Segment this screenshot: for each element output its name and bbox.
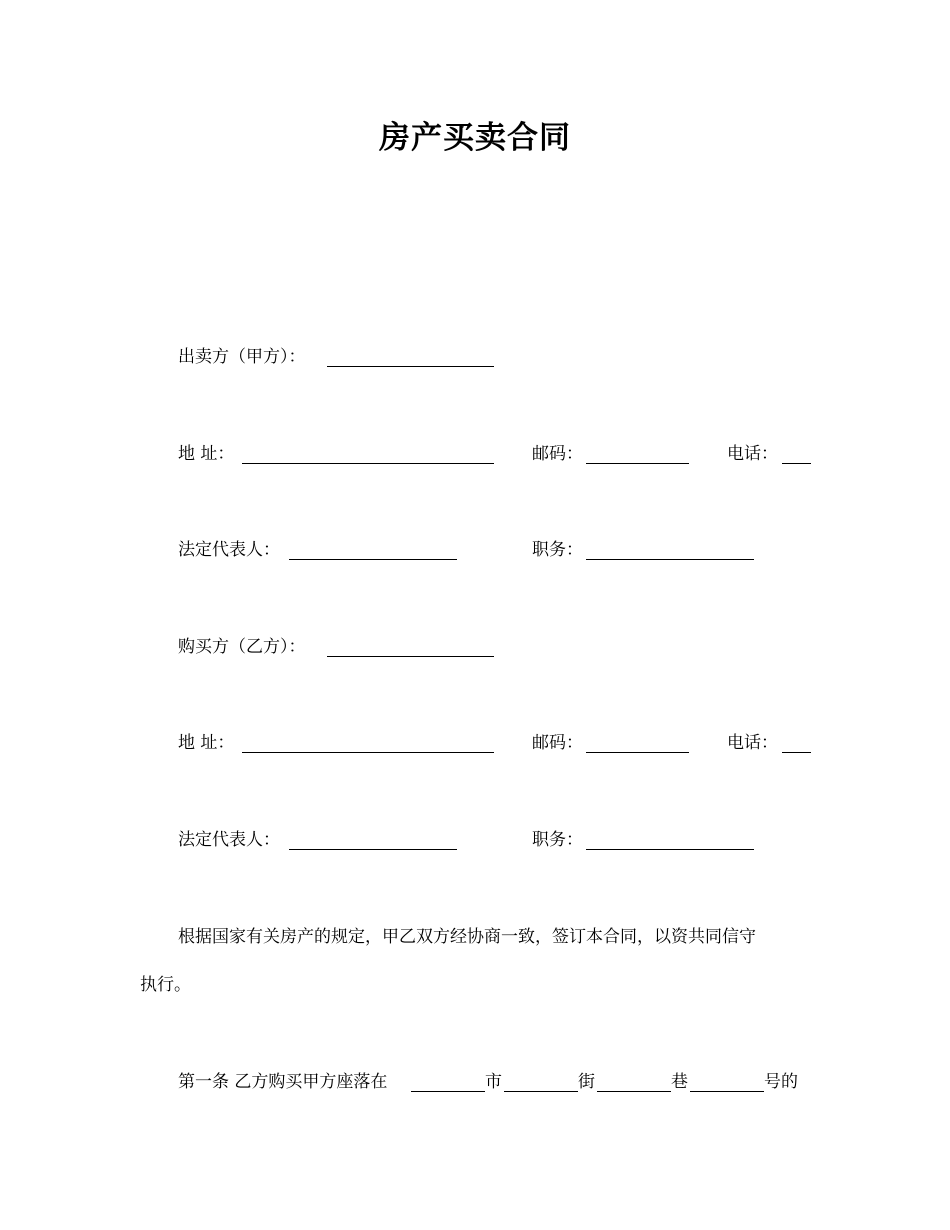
buyer-address-label: 地 址： (178, 733, 235, 753)
buyer-rep-line (178, 829, 778, 851)
buyer-phone-field[interactable] (782, 752, 811, 753)
buyer-position-field[interactable] (586, 849, 754, 850)
buyer-rep-label: 法定代表人： (178, 830, 280, 850)
buyer-position-label: 职务： (532, 830, 583, 850)
buyer-postcode-label: 邮码： (532, 733, 583, 753)
seller-rep-label: 法定代表人： (178, 540, 280, 560)
article-1-city-field[interactable] (411, 1091, 485, 1092)
seller-position-label: 职务： (532, 540, 583, 560)
article-1-lane-label: 巷 (671, 1072, 688, 1092)
preamble-line-1: 根据国家有关房产的规定，甲乙双方经协商一致，签订本合同，以资共同信守 (178, 927, 756, 947)
buyer-address-field[interactable] (242, 752, 494, 753)
article-1-lane-field[interactable] (597, 1091, 671, 1092)
buyer-name-field[interactable] (327, 656, 494, 657)
buyer-line (178, 636, 498, 658)
seller-address-field[interactable] (242, 463, 494, 464)
seller-label: 出卖方（甲方）： (178, 347, 306, 367)
seller-rep-line (178, 539, 778, 561)
seller-name-field[interactable] (327, 366, 494, 367)
buyer-address-line (178, 732, 818, 754)
buyer-postcode-field[interactable] (586, 752, 689, 753)
seller-phone-label: 电话： (727, 444, 778, 464)
seller-postcode-field[interactable] (586, 463, 689, 464)
article-1-street-label: 街 (578, 1072, 595, 1092)
article-1-street-field[interactable] (504, 1091, 578, 1092)
article-1-line (178, 1071, 818, 1093)
seller-position-field[interactable] (586, 559, 754, 560)
buyer-rep-field[interactable] (289, 849, 457, 850)
article-1-number-field[interactable] (690, 1091, 764, 1092)
buyer-phone-label: 电话： (727, 733, 778, 753)
seller-address-line (178, 443, 818, 465)
preamble-line-2: 执行。 (140, 975, 191, 995)
article-1-prefix: 第一条 乙方购买甲方座落在 (178, 1072, 388, 1092)
seller-rep-field[interactable] (289, 559, 457, 560)
document-title: 房产买卖合同 (379, 120, 571, 156)
seller-postcode-label: 邮码： (532, 444, 583, 464)
seller-address-label: 地 址： (178, 444, 235, 464)
seller-phone-field[interactable] (782, 463, 811, 464)
article-1-number-suffix: 号的 (764, 1072, 798, 1092)
article-1-city-label: 市 (485, 1072, 502, 1092)
buyer-label: 购买方（乙方）： (178, 637, 306, 657)
seller-line (178, 346, 498, 368)
